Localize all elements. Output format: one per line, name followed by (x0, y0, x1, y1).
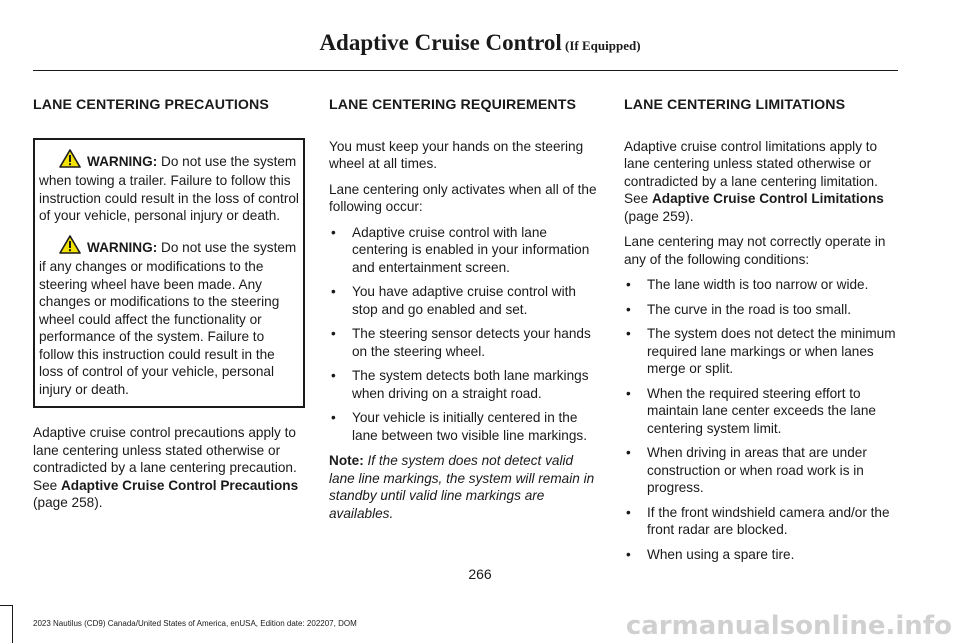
warning-triangle-icon (59, 149, 81, 173)
page-number: 266 (468, 566, 492, 582)
list-item: • When the required steering effort to maintain lane center exceeds the lane centering system limit. (624, 385, 896, 438)
list-item: • When driving in areas that are under construction or when road work is in progress. (624, 444, 896, 497)
limitations-list (624, 276, 896, 563)
section-heading-limitations: LANE CENTERING LIMITATIONS (624, 97, 846, 113)
list-item: • The steering sensor detects your hands on the steering wheel. (329, 325, 601, 360)
warning-item (39, 149, 299, 225)
note-label: Note: (329, 453, 364, 468)
list-item: • You have adaptive cruise control with stop and go enabled and set. (329, 283, 601, 318)
paragraph: Lane centering only activates when all of the following occur: (329, 181, 597, 214)
body-text: Adaptive cruise control precautions apply to lane centering unless stated otherwise or contradicted by a lane centering precaution. See (33, 425, 297, 493)
warning-label: WARNING: (87, 239, 158, 255)
page-reference: (page 258). (33, 495, 103, 510)
list-item: • Adaptive cruise control with lane centering is enabled in your information and entertainment screen. (329, 224, 601, 277)
cross-reference-link[interactable]: Adaptive Cruise Control Limitations (651, 191, 884, 206)
page-subtitle: (If Equipped) (561, 38, 641, 53)
warning-text: Do not use the system if any changes or modifications to the steering wheel have been made. Any changes or modifications to the steering wheel could affect the functionality or performance of the system. Failure to follow this instruction could result in the loss of control of your vehicle, personal injury or death. (39, 239, 297, 397)
cross-reference-link[interactable]: Adaptive Cruise Control Precautions (60, 477, 299, 493)
warning-item (39, 235, 299, 399)
warning-label: WARNING: (87, 153, 158, 169)
column-precautions (33, 97, 305, 520)
list-item: • If the front windshield camera and/or the front radar are blocked. (624, 504, 896, 539)
list-item: • The system does not detect the minimum required lane markings or when lanes merge or split. (624, 325, 896, 378)
list-item: • The lane width is too narrow or wide. (624, 276, 896, 294)
list-item: • The curve in the road is too small. (624, 301, 896, 319)
crop-mark (12, 605, 13, 643)
requirements-list (329, 224, 601, 445)
precautions-paragraph (33, 424, 305, 512)
page-header (0, 30, 960, 56)
body-text: Adaptive cruise control limitations apply to lane centering unless stated otherwise or contradicted by a lane centering limitation. See (624, 138, 878, 206)
note-text: If the system does not detect valid lane line markings, the system will remain in standby until valid line markings are availables. (329, 453, 595, 521)
list-item: • The system detects both lane markings when driving on a straight road. (329, 367, 601, 402)
watermark-logo: carmanualsonline.info (625, 611, 952, 641)
crop-mark (0, 605, 13, 606)
section-heading-precautions: LANE CENTERING PRECAUTIONS (33, 97, 269, 113)
section-heading-requirements: LANE CENTERING REQUIREMENTS (329, 97, 577, 113)
paragraph: Lane centering may not correctly operate in any of the following conditions: (624, 234, 886, 267)
limitations-paragraph (624, 138, 896, 226)
paragraph: You must keep your hands on the steering wheel at all times. (329, 138, 584, 171)
page-title: Adaptive Cruise Control (319, 30, 562, 55)
warning-triangle-icon (59, 235, 81, 259)
warning-text: Do not use the system when towing a trailer. Failure to follow this instruction could result in the loss of control of your vehicle, personal injury or death. (39, 153, 299, 223)
list-item: • Your vehicle is initially centered in the lane between two visible line markings. (329, 409, 601, 444)
note (329, 452, 601, 522)
page-reference: (page 259). (624, 208, 694, 224)
column-limitations (624, 97, 896, 571)
list-item: • When using a spare tire. (624, 546, 896, 564)
header-divider (33, 70, 898, 71)
warning-box (33, 138, 305, 409)
edition-footer: 2023 Nautilus (CD9) Canada/United States of America, enUSA, Edition date: 202207, DOM (33, 619, 357, 628)
column-requirements (329, 97, 601, 530)
